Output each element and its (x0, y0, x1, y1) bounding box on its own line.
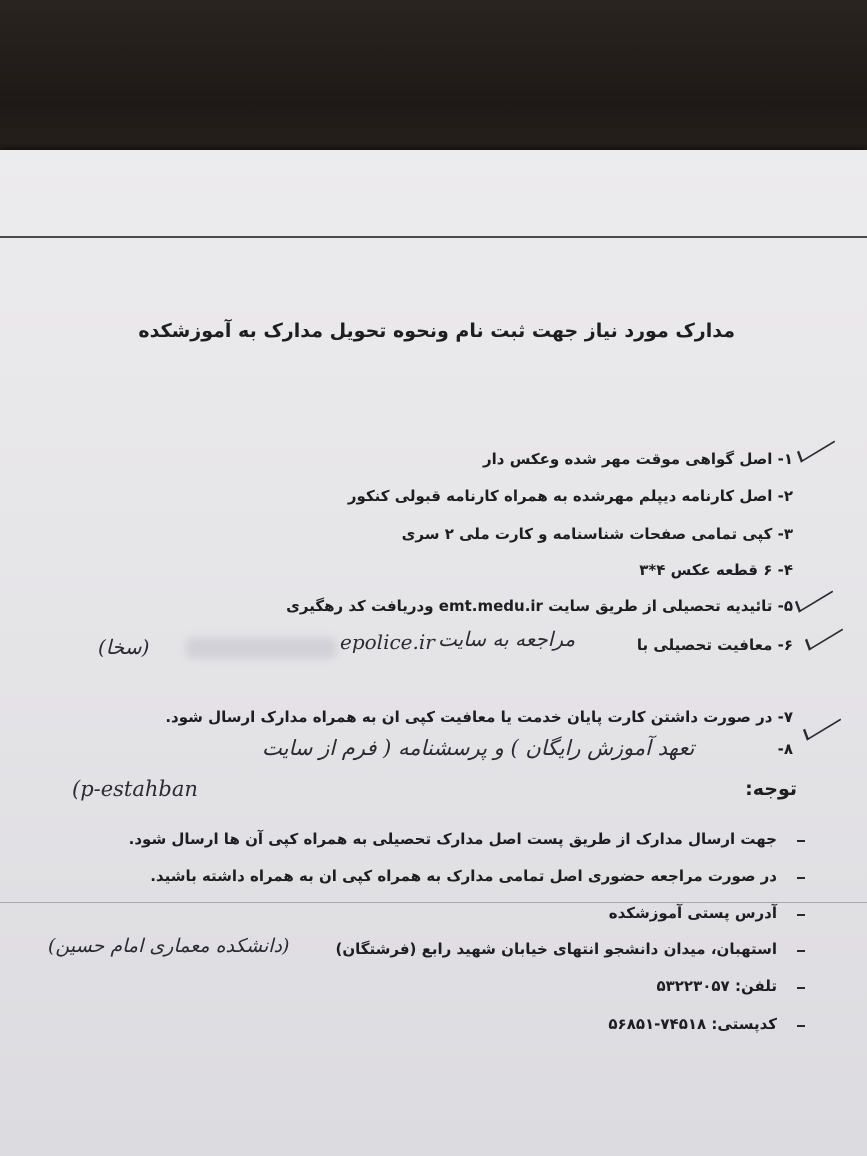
handwritten-site: epolice.ir (340, 630, 435, 654)
redacted-area (186, 638, 336, 658)
bullet-marker (797, 914, 805, 916)
checkmark-icon (795, 581, 833, 612)
bullet-marker (797, 987, 805, 989)
bullet-marker (797, 950, 805, 952)
requirement-item-2: ۲- اصل کارنامه دیپلم مهرشده به همراه کارنامه قبولی کنکور (347, 487, 793, 505)
requirement-item-7: ۷- در صورت داشتن کارت پایان خدمت یا معافیت کپی ان به همراه مدارک ارسال شود. (165, 708, 793, 726)
requirement-item-5: ۵- تائیدیه تحصیلی از طریق سایت emt.medu.ir ودریافت کد رهگیری (286, 597, 793, 615)
requirement-item-1: ۱- اصل گواهی موقت مهر شده وعکس دار (483, 450, 793, 468)
requirement-item-6: ۶- معافیت تحصیلی با (636, 636, 793, 654)
requirement-item-8: ۸- (777, 740, 793, 758)
paper-sheet (0, 150, 867, 1156)
desk-background (0, 0, 867, 175)
note-heading: توجه: (745, 778, 797, 800)
postal-code-line: کدپستی: ۷۴۵۱۸-۵۶۸۵۱ (608, 1015, 777, 1033)
checkmark-icon (805, 619, 843, 650)
requirement-item-3: ۳- کپی تمامی صفحات شناسنامه و کارت ملی ۲ سری (401, 525, 793, 543)
handwritten-address-note: (دانشکده معماری امام حسین) (48, 935, 290, 957)
paper-fold (0, 902, 867, 903)
note-bullet-2: در صورت مراجعه حضوری اصل تمامی مدارک به همراه کپی ان به همراه داشته باشید. (150, 867, 777, 885)
bullet-marker (797, 1025, 805, 1027)
address-line: استهبان، میدان دانشجو انتهای خیابان شهید رابع (فرشتگان) (335, 940, 777, 958)
handwritten-visit: مراجعه به سایت (438, 627, 576, 651)
header-rule (0, 236, 867, 238)
bullet-marker (797, 840, 805, 842)
phone-line: تلفن: ۵۳۲۲۳۰۵۷ (656, 977, 777, 995)
note-bullet-1: جهت ارسال مدارک از طریق پست اصل مدارک تحصیلی به همراه کپی آن ها ارسال شود. (128, 830, 777, 848)
requirement-item-4: ۴- ۶ قطعه عکس ۴*۳ (639, 561, 793, 579)
handwritten-paren: (سخا) (98, 635, 150, 659)
handwritten-item8-site: (p-estahban (72, 777, 198, 801)
handwritten-item8-note: تعهد آموزش رایگان ) و پرسشنامه ( فرم از سایت (262, 736, 695, 760)
checkmark-icon (797, 431, 835, 462)
bullet-marker (797, 877, 805, 879)
address-heading: آدرس پستی آموزشکده (608, 904, 777, 922)
checkmark-icon (803, 709, 841, 740)
document-title: مدارک مورد نیاز جهت ثبت نام ونحوه تحویل مدارک به آموزشکده (138, 320, 735, 342)
